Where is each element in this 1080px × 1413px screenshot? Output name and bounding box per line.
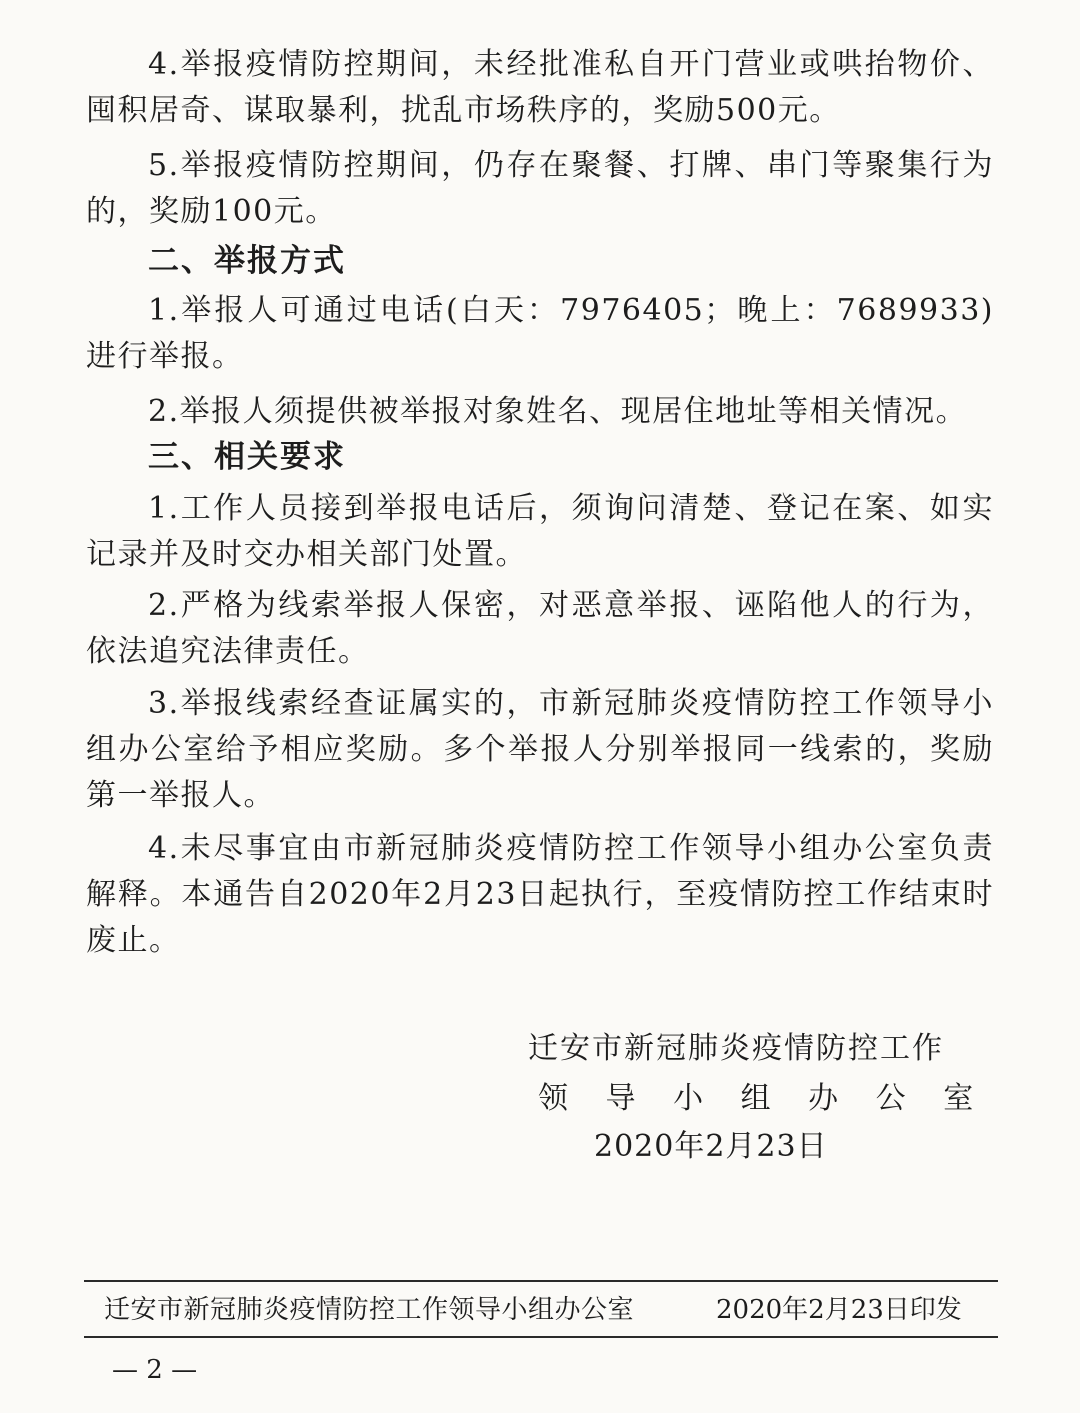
section-heading-report-method: 二、举报方式 — [148, 243, 346, 279]
requirement-item-3: 3.举报线索经查证属实的，市新冠肺炎疫情防控工作领导小组办公室给予相应奖励。多个举报人分别举报同一线索的，奖励第一举报人。 — [86, 686, 994, 813]
signature-date: 2020年2月23日 — [594, 1129, 828, 1164]
signature-org-line-2: 领 导 小 组 办 公 室 — [538, 1081, 988, 1116]
requirement-item-1: 1.工作人员接到举报电话后，须询问清楚、登记在案、如实记录并及时交办相关部门处置。 — [86, 491, 994, 572]
page-number: — 2 — — [112, 1355, 198, 1385]
footer-bottom-rule — [84, 1336, 998, 1338]
requirement-item-2: 2.严格为线索举报人保密，对恶意举报、诬陷他人的行为，依法追究法律责任。 — [86, 588, 994, 669]
footer-top-rule — [84, 1280, 998, 1282]
requirement-item-4: 4.未尽事宜由市新冠肺炎疫情防控工作领导小组办公室负责解释。本通告自2020年2月23日起执行，至疫情防控工作结束时废止。 — [86, 831, 994, 958]
report-method-item-2: 2.举报人须提供被举报对象姓名、现居住地址等相关情况。 — [148, 394, 968, 429]
section-heading-requirements: 三、相关要求 — [148, 439, 346, 475]
footer-issuer: 迁安市新冠肺炎疫情防控工作领导小组办公室 — [104, 1295, 635, 1325]
signature-org-line-1: 迁安市新冠肺炎疫情防控工作 — [528, 1031, 944, 1066]
paragraph-item-4: 4.举报疫情防控期间，未经批准私自开门营业或哄抬物价、囤积居奇、谋取暴利，扰乱市场秩序的，奖励500元。 — [86, 47, 994, 128]
footer-issued-date: 2020年2月23日印发 — [716, 1295, 962, 1325]
report-method-item-1: 1.举报人可通过电话(白天：7976405；晚上：7689933)进行举报。 — [86, 293, 994, 374]
paragraph-item-5: 5.举报疫情防控期间，仍存在聚餐、打牌、串门等聚集行为的，奖励100元。 — [86, 148, 994, 229]
